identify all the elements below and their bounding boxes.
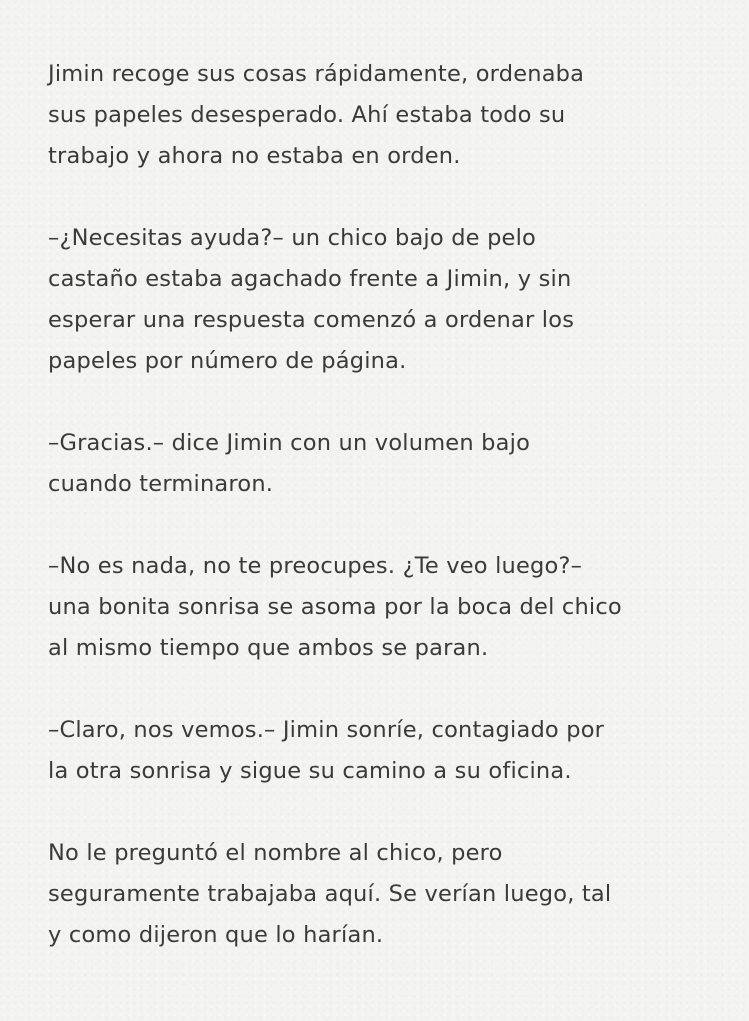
text-line: cuando terminaron. bbox=[48, 471, 274, 497]
text-line: una bonita sonrisa se asoma por la boca del chico bbox=[48, 594, 622, 620]
text-line: sus papeles desesperado. Ahí estaba todo su bbox=[48, 102, 566, 128]
text-line: No le preguntó el nombre al chico, pero bbox=[48, 840, 503, 866]
paragraph-4 bbox=[48, 546, 718, 669]
text-line: –Gracias.– dice Jimin con un volumen bajo bbox=[48, 430, 531, 456]
text-line: –No es nada, no te preocupes. ¿Te veo luego?– bbox=[48, 553, 583, 579]
text-line: al mismo tiempo que ambos se paran. bbox=[48, 635, 489, 661]
paragraph-2 bbox=[48, 218, 718, 382]
text-line: –Claro, nos vemos.– Jimin sonríe, contagiado por bbox=[48, 717, 605, 743]
text-line: castaño estaba agachado frente a Jimin, y sin bbox=[48, 266, 572, 292]
text-line: y como dijeron que lo harían. bbox=[48, 922, 384, 948]
paragraph-5 bbox=[48, 710, 718, 792]
text-line: Jimin recoge sus cosas rápidamente, ordenaba bbox=[48, 61, 585, 87]
text-line: seguramente trabajaba aquí. Se verían luego, tal bbox=[48, 881, 612, 907]
text-line: la otra sonrisa y sigue su camino a su oficina. bbox=[48, 758, 572, 784]
text-line: –¿Necesitas ayuda?– un chico bajo de pelo bbox=[48, 225, 537, 251]
story-text bbox=[48, 54, 718, 997]
paragraph-6 bbox=[48, 833, 718, 956]
paragraph-1 bbox=[48, 54, 718, 177]
text-line: esperar una respuesta comenzó a ordenar los bbox=[48, 307, 575, 333]
text-line: trabajo y ahora no estaba en orden. bbox=[48, 143, 461, 169]
text-line: papeles por número de página. bbox=[48, 348, 407, 374]
paragraph-3 bbox=[48, 423, 718, 505]
